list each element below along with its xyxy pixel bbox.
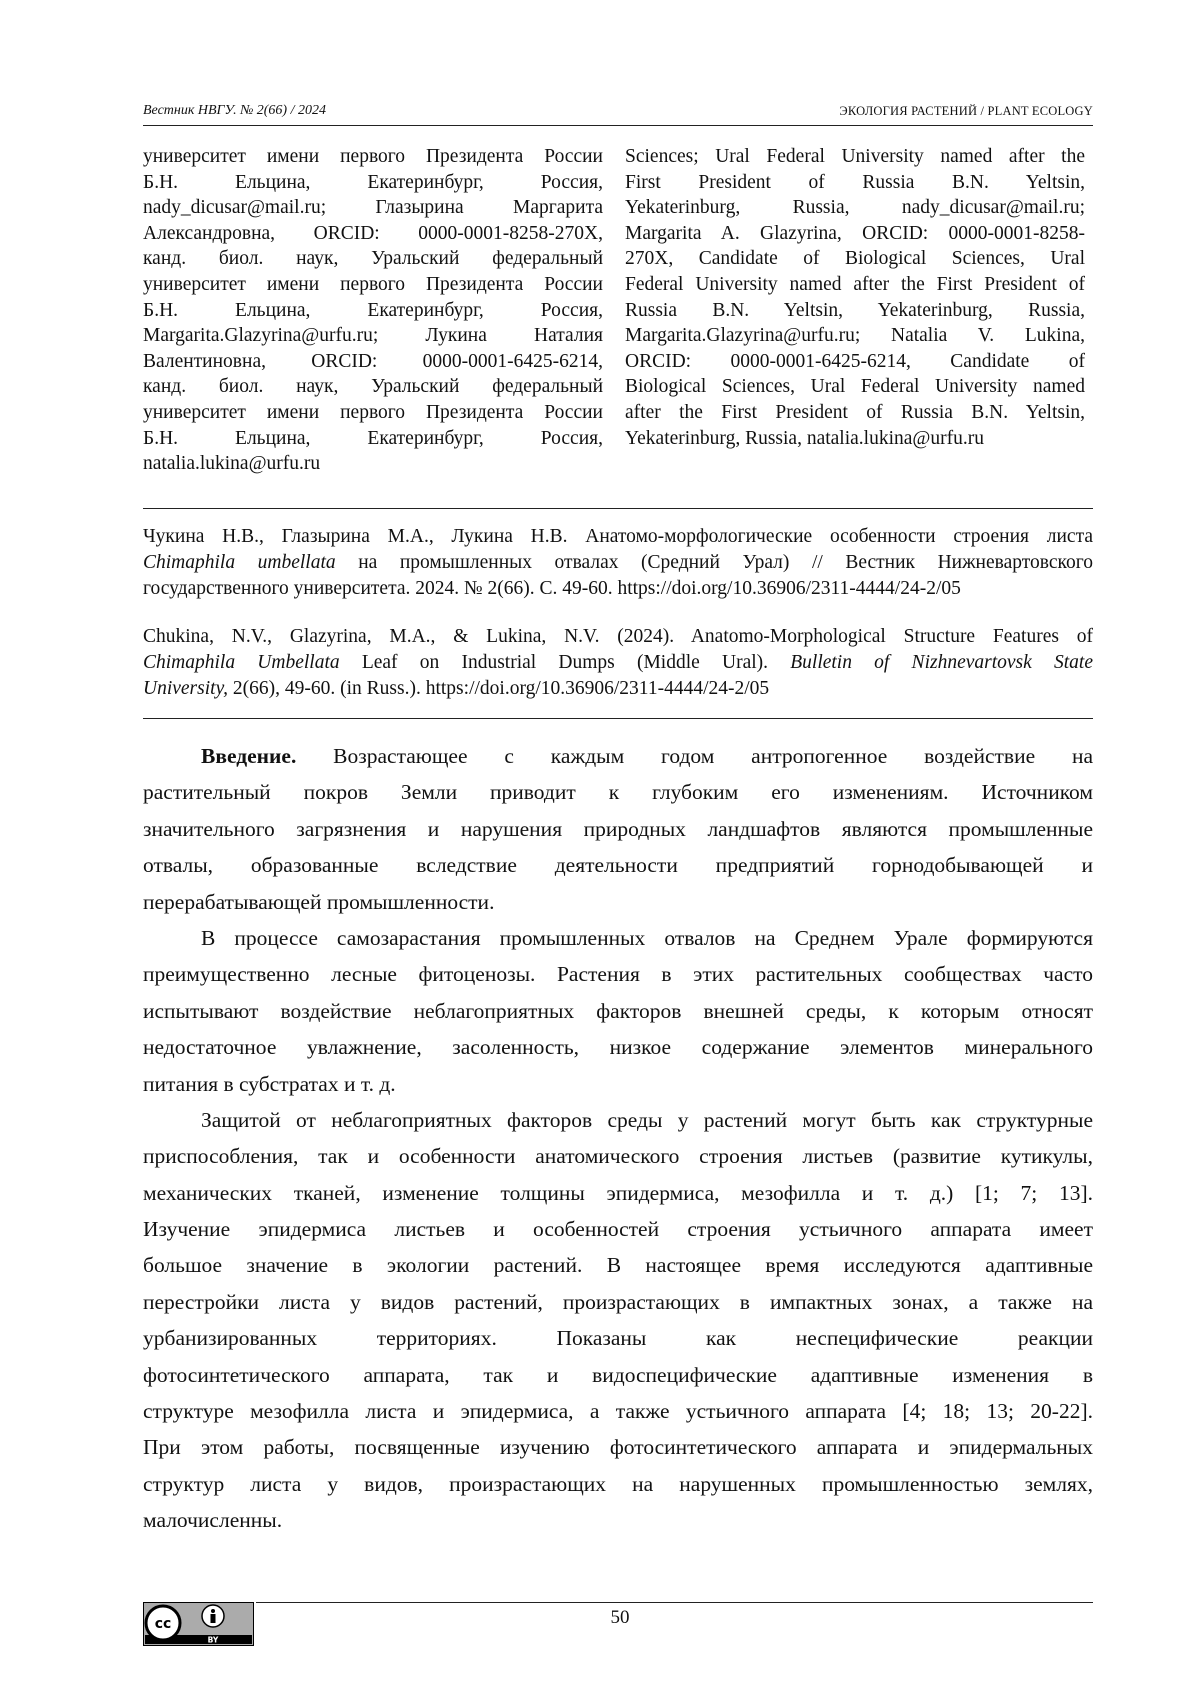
citation-line: Chimaphila umbellata на промышленных отвалах (Средний Урал) // Вестник Нижневартовского <box>143 552 1094 573</box>
paragraph-line: растительный покров Земли приводит к глубоким его изменениям. Источником <box>143 780 1093 805</box>
paragraph-line: перестройки листа у видов растений, произрастающих в импактных зонах, а также на <box>143 1289 1093 1314</box>
citation-line: Chimaphila Umbellata Leaf on Industrial Dumps (Middle Ural). Bulletin of Nizhnevartovsk State <box>143 652 1093 673</box>
paragraph-line: Защитой от неблагоприятных факторов среды у растений могут быть как структурные <box>201 1107 1093 1132</box>
divider-bottom <box>143 718 1093 719</box>
paragraph-line: значительного загрязнения и нарушения природных ландшафтов являются промышленные <box>143 816 1093 841</box>
author-line: Б.Н. Ельцина, Екатеринбург, Россия, <box>143 171 603 193</box>
citation-line[interactable]: University, 2(66), 49-60. (in Russ.). https://doi.org/10.36906/2311-4444/24-2/05 <box>143 678 770 699</box>
author-information <box>143 144 1093 484</box>
section-title: ЭКОЛОГИЯ РАСТЕНИЙ / PLANT ECOLOGY <box>839 104 1093 118</box>
author-line: университет имени первого Президента России <box>143 146 603 167</box>
paragraph-line: отвалы, образованные вследствие деятельности предприятий горнодобывающей и <box>143 853 1093 878</box>
svg-text:cc: cc <box>154 1616 172 1632</box>
section-heading: Введение. <box>201 744 297 768</box>
author-line: Sciences; Ural Federal University named after the <box>625 146 1085 167</box>
running-header <box>143 103 1093 126</box>
author-line: Б.Н. Ельцина, Екатеринбург, Россия, <box>143 427 603 449</box>
author-line: Biological Sciences, Ural Federal University named <box>625 376 1085 398</box>
paragraph-line: приспособления, так и особенности анатомического строения листьев (развитие кутикулы, <box>143 1144 1093 1169</box>
paragraph-line: перерабатывающей промышленности. <box>143 889 495 914</box>
species-name: Chimaphila Umbellata <box>143 652 340 673</box>
author-line: Margarita A. Glazyrina, ORCID: 0000-0001-8258- <box>625 222 1085 244</box>
author-line: Margarita.Glazyrina@urfu.ru; Natalia V. Lukina, <box>625 325 1085 347</box>
author-line: First President of Russia B.N. Yeltsin, <box>625 171 1085 193</box>
page-number: 50 <box>610 1607 630 1628</box>
author-line: Валентиновна, ORCID: 0000-0001-6425-6214, <box>143 350 603 372</box>
paragraph-line: преимущественно лесные фитоценозы. Растения в этих растительных сообществах часто <box>143 962 1093 987</box>
author-line: nady_dicusar@mail.ru; Глазырина Маргарита <box>143 197 603 219</box>
paragraph-line: испытывают воздействие неблагоприятных факторов внешней среды, к которым относят <box>143 998 1093 1023</box>
authors-russian <box>143 144 603 477</box>
author-line: университет имени первого Президента России <box>143 273 603 295</box>
divider-top <box>143 508 1093 509</box>
citation-russian <box>143 524 1093 602</box>
author-line: 270X, Candidate of Biological Sciences, Ural <box>625 248 1085 270</box>
author-line: Yekaterinburg, Russia, nady_dicusar@mail.ru; <box>625 197 1085 219</box>
citation-line: Чукина Н.В., Глазырина М.А., Лукина Н.В. Анатомо-морфологические особенности строения листа <box>143 526 1093 547</box>
author-line: natalia.lukina@urfu.ru <box>143 453 321 475</box>
paragraph-line: фотосинтетического аппарата, так и видоспецифические адаптивные изменения в <box>143 1362 1093 1387</box>
species-name: Chimaphila umbellata <box>143 552 336 573</box>
footer-divider <box>256 1602 1093 1603</box>
journal-issue: Вестник НВГУ. № 2(66) / 2024 <box>143 103 326 118</box>
author-line: Federal University named after the First President of <box>625 273 1085 295</box>
paragraph-line: питания в субстратах и т. д. <box>143 1071 396 1096</box>
paragraph-line: малочисленны. <box>143 1508 283 1533</box>
paragraph-line: механических тканей, изменение толщины эпидермиса, мезофилла и т. д.) [1; 7; 13]. <box>143 1180 1093 1205</box>
author-line: Александровна, ORCID: 0000-0001-8258-270X, <box>143 222 603 244</box>
authors-english <box>625 144 1085 451</box>
author-line: Russia B.N. Yeltsin, Yekaterinburg, Russia, <box>625 299 1085 321</box>
citation-line: Chukina, N.V., Glazyrina, M.A., & Lukina, N.V. (2024). Anatomo-Morphological Structure Features of <box>143 626 1093 647</box>
author-line: ORCID: 0000-0001-6425-6214, Candidate of <box>625 350 1085 372</box>
journal-name: Bulletin of Nizhnevartovsk State <box>790 652 1093 673</box>
article-body <box>143 738 1093 1539</box>
paragraph-line: урбанизированных территориях. Показаны как неспецифические реакции <box>143 1326 1093 1351</box>
journal-name: University, <box>143 678 229 699</box>
paragraph-line: структуре мезофилла листа и эпидермиса, а также устьичного аппарата [4; 18; 13; 20-22]. <box>143 1399 1093 1424</box>
author-line: Margarita.Glazyrina@urfu.ru; Лукина Наталия <box>143 325 603 347</box>
svg-text:BY: BY <box>207 1635 219 1645</box>
paragraph-line: Введение. Возрастающее с каждым годом антропогенное воздействие на <box>201 744 1093 768</box>
author-line: канд. биол. наук, Уральский федеральный <box>143 376 603 398</box>
paragraph-line: При этом работы, посвященные изучению фотосинтетического аппарата и эпидермальных <box>143 1435 1093 1460</box>
paragraph-line: В процессе самозарастания промышленных отвалов на Среднем Урале формируются <box>201 925 1093 950</box>
paragraph-line: структур листа у видов, произрастающих на нарушенных промышленностью землях, <box>143 1471 1093 1496</box>
cc-by-icon <box>143 1602 254 1646</box>
paragraph-line: Изучение эпидермиса листьев и особенностей строения устьичного аппарата имеет <box>143 1217 1093 1242</box>
citation-english <box>143 624 1093 702</box>
author-line: Yekaterinburg, Russia, natalia.lukina@urfu.ru <box>625 427 984 449</box>
cc-by-license-icon[interactable] <box>143 1602 254 1646</box>
paragraph-line: большое значение в экологии растений. В настоящее время исследуются адаптивные <box>143 1253 1093 1278</box>
paragraph-line: недостаточное увлажнение, засоленность, низкое содержание элементов минерального <box>143 1035 1093 1060</box>
author-line: университет имени первого Президента России <box>143 401 603 423</box>
author-line: канд. биол. наук, Уральский федеральный <box>143 248 603 270</box>
author-line: after the First President of Russia B.N. Yeltsin, <box>625 401 1085 423</box>
author-line: Б.Н. Ельцина, Екатеринбург, Россия, <box>143 299 603 321</box>
citation-line[interactable]: государственного университета. 2024. № 2(66). С. 49-60. https://doi.org/10.36906/2311-4444/24-2/05 <box>143 578 961 599</box>
